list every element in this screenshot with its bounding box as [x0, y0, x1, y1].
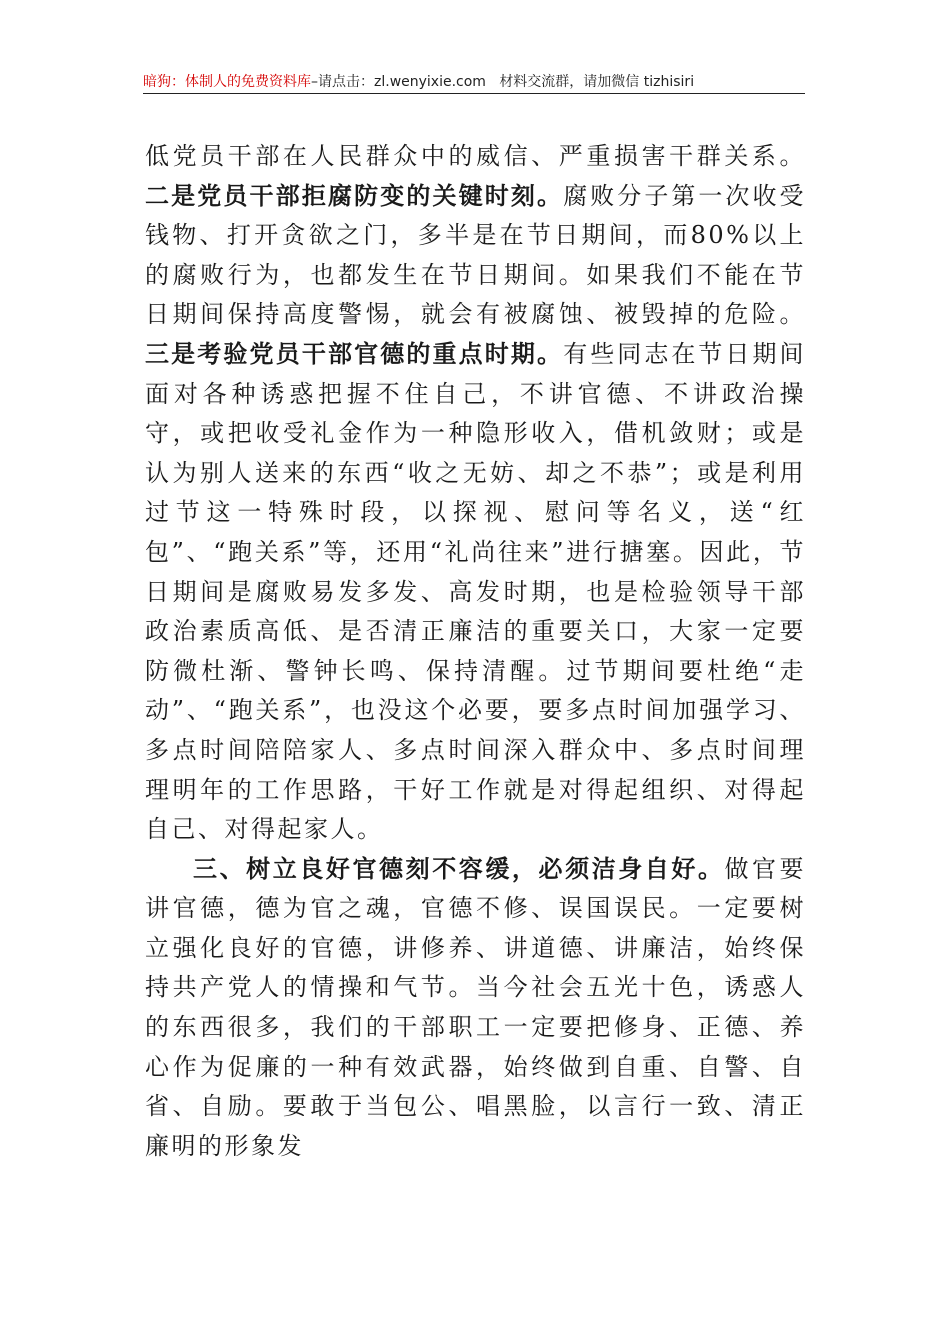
document-body [145, 137, 806, 1166]
paragraph-1 [145, 137, 806, 850]
paragraph-1-bold-1: 二是党员干部拒腐防变的关键时刻。 [145, 181, 564, 210]
paragraph-1-bold-2: 三是考验党员干部官德的重点时期。 [145, 339, 564, 368]
paragraph-2 [145, 850, 806, 1167]
page-header [143, 72, 805, 92]
section-heading-3: 三、树立良好官德刻不容缓，必须洁身自好。 [193, 854, 725, 883]
paragraph-1-text-3: 有些同志在节日期间面对各种诱惑把握不住自己，不讲官德、不讲政治操守，或把收受礼金作为一种隐形收入，借机敛财；或是认为别人送来的东西“收之无妨、却之不恭”；或是利用过节这一特殊时段，以探视、慰问等名义，送“红包”、“跑关系”等，还用“礼尚往来”进行搪塞。因此，节日期间是腐败易发多发、高发时期，也是检验领导干部政治素质高低、是否清正廉洁的重要关口，大家一定要防微杜渐、警钟长鸣、保持清醒。过节期间要杜绝“走动”、“跑关系”，也没这个必要，要多点时间加强学习、多点时间陪陪家人、多点时间深入群众中、多点时间理理明年的工作思路，干好工作就是对得起组织、对得起自己、对得起家人。 [145, 339, 806, 844]
header-divider [143, 93, 805, 94]
paragraph-1-text-1: 低党员干部在人民群众中的威信、严重损害干群关系。 [145, 142, 806, 170]
site-url-link[interactable]: zl.wenyixie.com [374, 74, 486, 90]
group-note: 材料交流群，请加微信 tizhisiri [499, 74, 695, 90]
click-prompt: –请点击： [311, 74, 374, 90]
paragraph-2-text-1: 做官要讲官德，德为官之魂，官德不修、误国误民。一定要树立强化良好的官德，讲修养、讲道德、讲廉洁，始终保持共产党人的情操和气节。当今社会五光十色，诱惑人的东西很多，我们的干部职工一定要把修身、正德、养心作为促廉的一种有效武器，始终做到自重、自警、自省、自励。要敢于当包公、唱黑脸，以言行一致、清正廉明的形象发 [145, 854, 807, 1160]
paragraph-1-text-2: 腐败分子第一次收受钱物、打开贪欲之门，多半是在节日期间，而80%以上的腐败行为，也都发生在节日期间。如果我们不能在节日期间保持高度警惕，就会有被腐蚀、被毁掉的危险。 [145, 181, 806, 329]
site-name: 暗狗：体制人的免费资料库 [143, 74, 311, 90]
